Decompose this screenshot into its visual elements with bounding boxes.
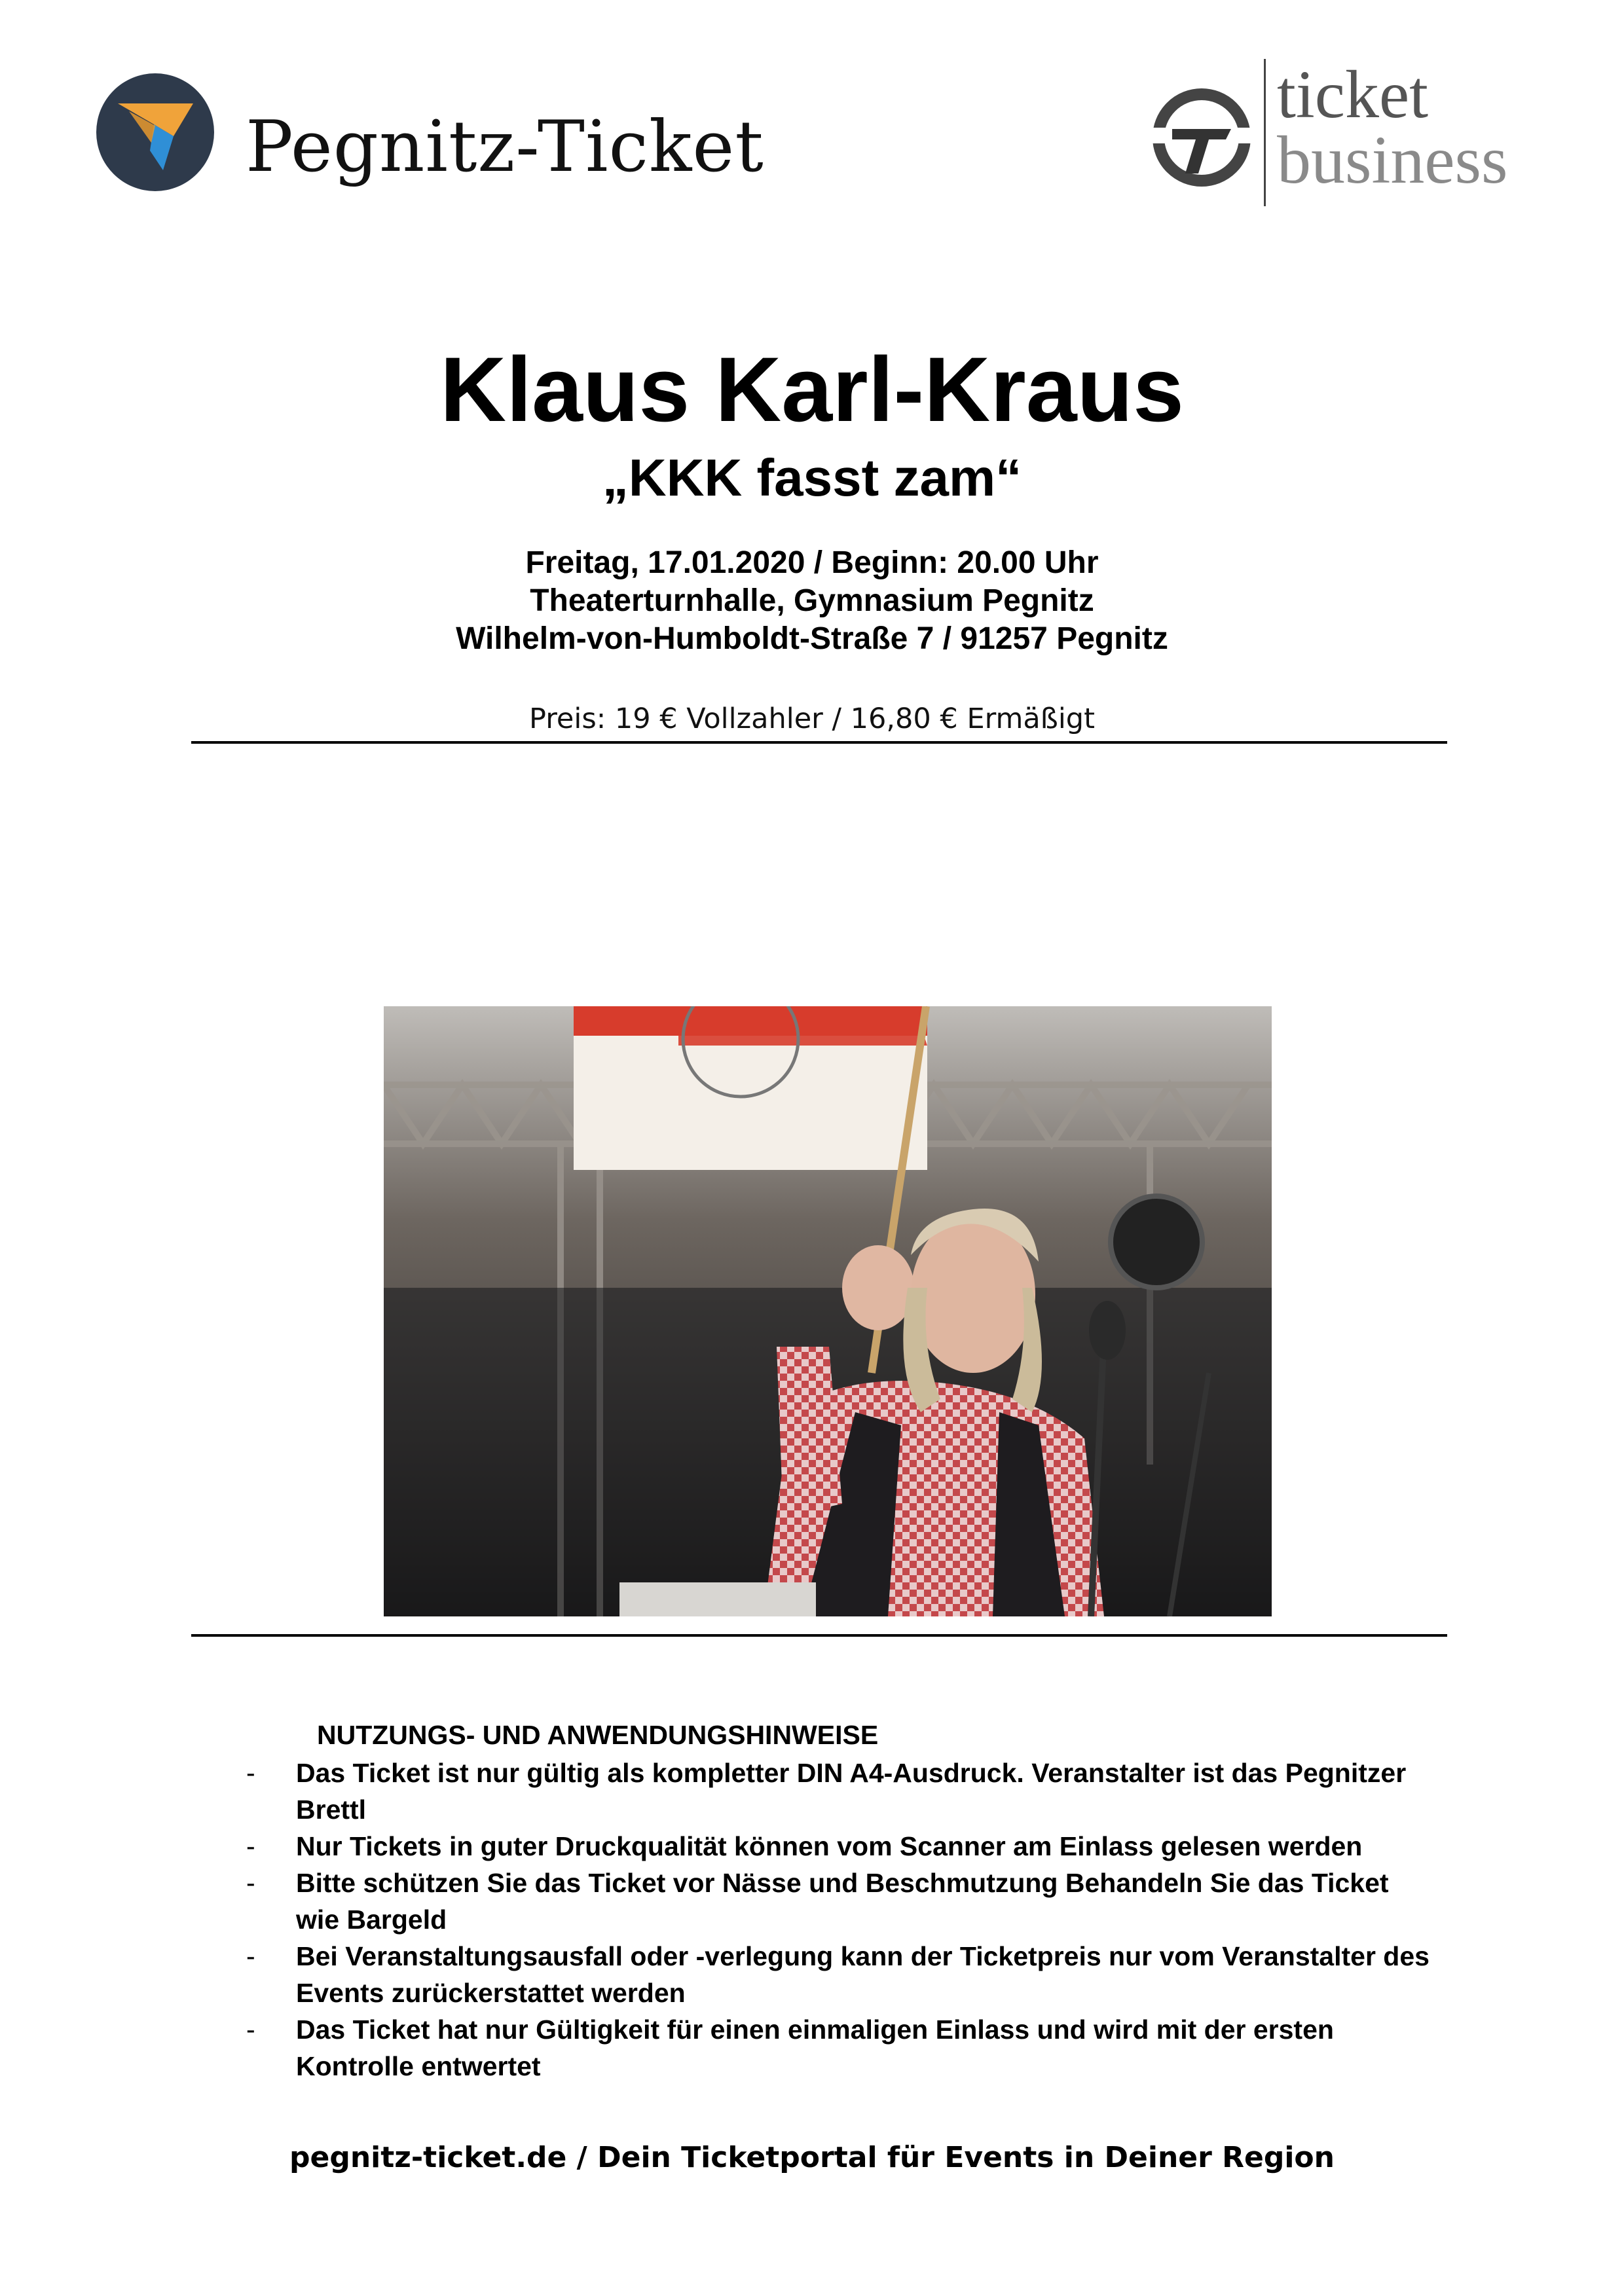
ticket-business-emblem-icon bbox=[1153, 88, 1251, 187]
event-subtitle: „KKK fasst zam“ bbox=[602, 448, 1022, 507]
bullet-dash: - bbox=[246, 1758, 255, 1788]
notes-heading: NUTZUNGS- UND ANWENDUNGSHINWEISE bbox=[317, 1720, 879, 1750]
ticket-business-logo bbox=[1153, 56, 1559, 213]
logo-divider bbox=[1264, 59, 1266, 206]
divider-bottom bbox=[191, 1634, 1447, 1637]
divider-top bbox=[191, 741, 1447, 744]
brand-name: Pegnitz-Ticket bbox=[246, 106, 764, 188]
bullet-dash: - bbox=[246, 1831, 255, 1861]
pegnitz-ticket-logo-icon bbox=[95, 72, 219, 196]
bullet-dash: - bbox=[246, 2014, 255, 2045]
event-address: Wilhelm-von-Humboldt-Straße 7 / 91257 Pegnitz bbox=[456, 621, 1168, 656]
event-title: Klaus Karl-Kraus bbox=[440, 338, 1184, 441]
pegnitz-ticket-logo bbox=[95, 72, 764, 203]
note-text: Das Ticket ist nur gültig als kompletter DIN A4-Ausdruck. Veranstalter ist das Pegnitzer Brettl bbox=[296, 1758, 1407, 1825]
event-photo bbox=[384, 1006, 1272, 1616]
list-item bbox=[242, 2011, 1434, 2085]
list-item bbox=[242, 1865, 1434, 1938]
list-item bbox=[242, 1755, 1434, 1828]
event-venue: Theaterturnhalle, Gymnasium Pegnitz bbox=[530, 583, 1094, 618]
notes-list bbox=[242, 1755, 1434, 2085]
note-text: Nur Tickets in guter Druckqualität können vom Scanner am Einlass gelesen werden bbox=[296, 1831, 1363, 1861]
bullet-dash: - bbox=[246, 1868, 255, 1898]
bullet-dash: - bbox=[246, 1941, 255, 1971]
note-text: Bitte schützen Sie das Ticket vor Nässe und Beschmutzung Behandeln Sie das Ticket wie Bargeld bbox=[296, 1868, 1389, 1935]
partner-logo-line2: business bbox=[1277, 122, 1508, 198]
partner-logo-line1: ticket bbox=[1277, 57, 1429, 132]
list-item bbox=[242, 1828, 1434, 1865]
list-item bbox=[242, 1938, 1434, 2011]
performer-photo-illustration bbox=[384, 1006, 1272, 1616]
note-text: Das Ticket hat nur Gültigkeit für einen einmaligen Einlass und wird mit der ersten Kontrolle entwertet bbox=[296, 2014, 1334, 2081]
event-price: Preis: 19 € Vollzahler / 16,80 € Ermäßigt bbox=[529, 702, 1095, 735]
footer-text: pegnitz-ticket.de / Dein Ticketportal für Events in Deiner Region bbox=[289, 2141, 1335, 2174]
event-date-time: Freitag, 17.01.2020 / Beginn: 20.00 Uhr bbox=[525, 545, 1099, 580]
note-text: Bei Veranstaltungsausfall oder -verlegung kann der Ticketpreis nur vom Veranstalter des Events zurückerstattet werden bbox=[296, 1941, 1430, 2008]
